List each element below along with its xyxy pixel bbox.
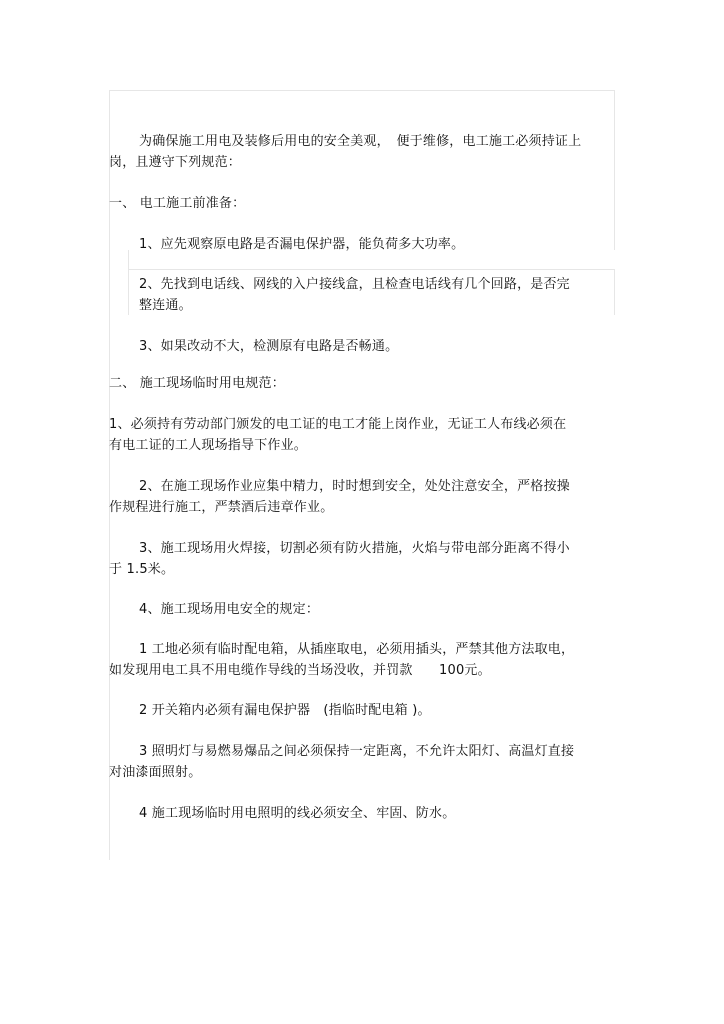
section-heading: 一、 电工施工前准备： [109,196,246,211]
list-item: 作规程进行施工，严禁酒后违章作业。 [109,500,334,515]
paragraph-line: 岗，且遵守下列规范： [109,155,242,170]
section-heading: 二、 施工现场临时用电规范： [109,376,285,391]
list-item: 整连通。 [139,298,192,313]
list-item: 如发现用电工具不用电缆作导线的当场没收，并罚款 100元。 [109,663,491,678]
list-item: 对油漆面照射。 [109,765,202,780]
list-item: 4 施工现场临时用电照明的线必须安全、牢固、防水。 [139,806,456,821]
frame-right-line-lower [614,270,615,315]
list-item: 4、施工现场用电安全的规定： [139,602,320,617]
list-item: 2、先找到电话线、网线的入户接线盒，且检查电话线有几个回路，是否完 [139,277,570,292]
frame-divider-1 [128,269,615,270]
frame-top-line [109,90,615,91]
list-item: 2 开关箱内必须有漏电保护器 (指临时配电箱 )。 [139,703,431,718]
frame-right-line [614,90,615,250]
list-item: 3、如果改动不大，检测原有电路是否畅通。 [139,339,399,354]
list-item: 3 照明灯与易燃易爆品之间必须保持一定距离，不允许太阳灯、高温灯直接 [139,744,575,759]
list-item: 于 1.5米。 [109,562,175,577]
paragraph-line: 为确保施工用电及装修后用电的安全美观， 便于维修，电工施工必须持证上 [139,134,582,149]
frame-inner-line-1 [128,250,129,315]
list-item: 3、施工现场用火焊接，切割必须有防火措施，火焰与带电部分距离不得小 [139,541,570,556]
list-item: 2、在施工现场作业应集中精力，时时想到安全，处处注意安全，严格按操 [139,479,570,494]
list-item: 1、必须持有劳动部门颁发的电工证的电工才能上岗作业，无证工人布线必须在 [109,417,567,432]
list-item: 1 工地必须有临时配电箱，从插座取电，必须用插头，严禁其他方法取电， [139,642,575,657]
list-item: 1、应先观察原电路是否漏电保护器，能负荷多大功率。 [139,237,465,252]
list-item: 有电工证的工人现场指导下作业。 [109,438,308,453]
